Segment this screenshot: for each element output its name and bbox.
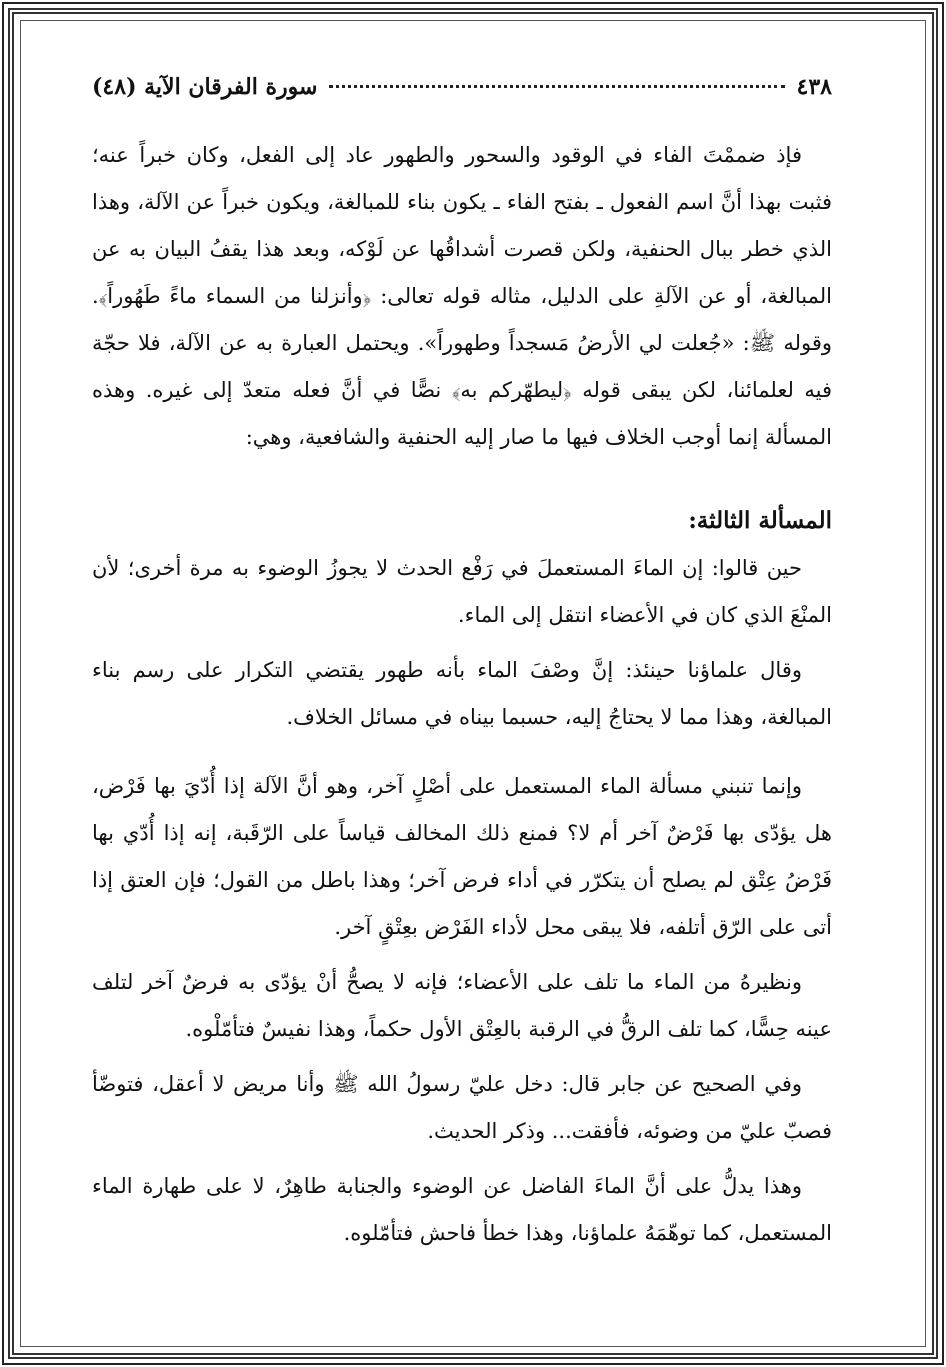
header-dots — [329, 85, 784, 88]
paragraph-7: وهذا يدلُّ على أنَّ الماءَ الفاضل عن الوضوء والجنابة طاهِرٌ، لا على طهارة الماء المستعمل، كما توهّمَهُ علماؤنا، وهذا خطأ فاحش فتأمّلوه. — [92, 1174, 832, 1245]
book-page — [92, 74, 832, 1265]
paragraph-6: وفي الصحيح عن جابر قال: دخل عليّ رسولُ الله ﷺ وأنا مريض لا أعقل، فتوضّأ فصبّ عليّ من وضوئه، فأفقت... وذكر الحديث. — [92, 1072, 832, 1143]
paragraph-1: فإذ ضممْتَ الفاء في الوقود والسحور والطهور عاد إلى الفعل، وكان خبراً عنه؛ فثبت بهذا أنَّ اسم الفعول ـ بفتح الفاء ـ يكون بناء للمبالغة، ويكون خبراً عن الآلة، وهذا الذي خطر ببال الحنفية، ولكن قصرت أشداقُها عن لَوْكه، وبعد هذا يقفُ البيان به عن المبالغة، أو عن الآلةِ على الدليل، مثاله قوله تعالى: ﴿وأنزلنا من السماء ماءً طَهُوراً﴾. وقوله ﷺ: «جُعلت لي الأرضُ مَسجداً وطهوراً». ويحتمل العبارة به عن الآلة، فلا حجّة فيه لعلمائنا، لكن يبقى قوله ﴿ليطهّركم به﴾ نصًّا في أنَّ فعله متعدّ إلى غيره. وهذه المسألة إنما أوجب الخلاف فيها ما صار إليه الحنفية والشافعية، وهي: — [92, 143, 832, 449]
paragraph-3: وقال علماؤنا حينئذ: إنَّ وصْفَ الماء بأنه طهور يقتضي التكرار على رسم بناء المبالغة، وهذا مما لا يحتاجُ إليه، حسبما بيناه في مسائل الخلاف. — [92, 658, 832, 729]
running-header — [92, 74, 832, 114]
page-number: ٤٣٨ — [796, 74, 832, 100]
paragraph-4: وإنما تنبني مسألة الماء المستعمل على أصْلٍ آخر، وهو أنَّ الآلة إذا أُدّيَ بها فَرْض، هل يؤدّى بها فَرْضٌ آخر أم لا؟ فمنع ذلك المخالف قياساً على الرّقَبة، إنه إذا أُدّي بها فَرْضُ عِتْق لم يصلح أن يتكرّر في أداء فرض آخر؛ وهذا باطل من القول؛ فإن العتق إذا أتى على الرّق أتلفه، فلا يبقى محل لأداء الفَرْض بعِتْقٍ آخر. — [92, 774, 832, 939]
section-heading: المسألة الثالثة: — [688, 507, 832, 534]
header-title: سورة الفرقان الآية (٤٨) — [92, 74, 318, 100]
paragraph-5: ونظيرهُ من الماء ما تلف على الأعضاء؛ فإنه لا يصحُّ أنْ يؤدّى به فرضٌ آخر لتلف عينه حِسًّا، كما تلف الرقُّ في الرقبة بالعِتْق الأول حكماً، وهذا نفيسٌ فتأمّلْوه. — [92, 970, 832, 1041]
paragraph-2: حين قالوا: إن الماءَ المستعملَ في رَفْع الحدث لا يجوزُ الوضوء به مرة أخرى؛ لأن المنْعَ الذي كان في الأعضاء انتقل إلى الماء. — [92, 556, 832, 627]
